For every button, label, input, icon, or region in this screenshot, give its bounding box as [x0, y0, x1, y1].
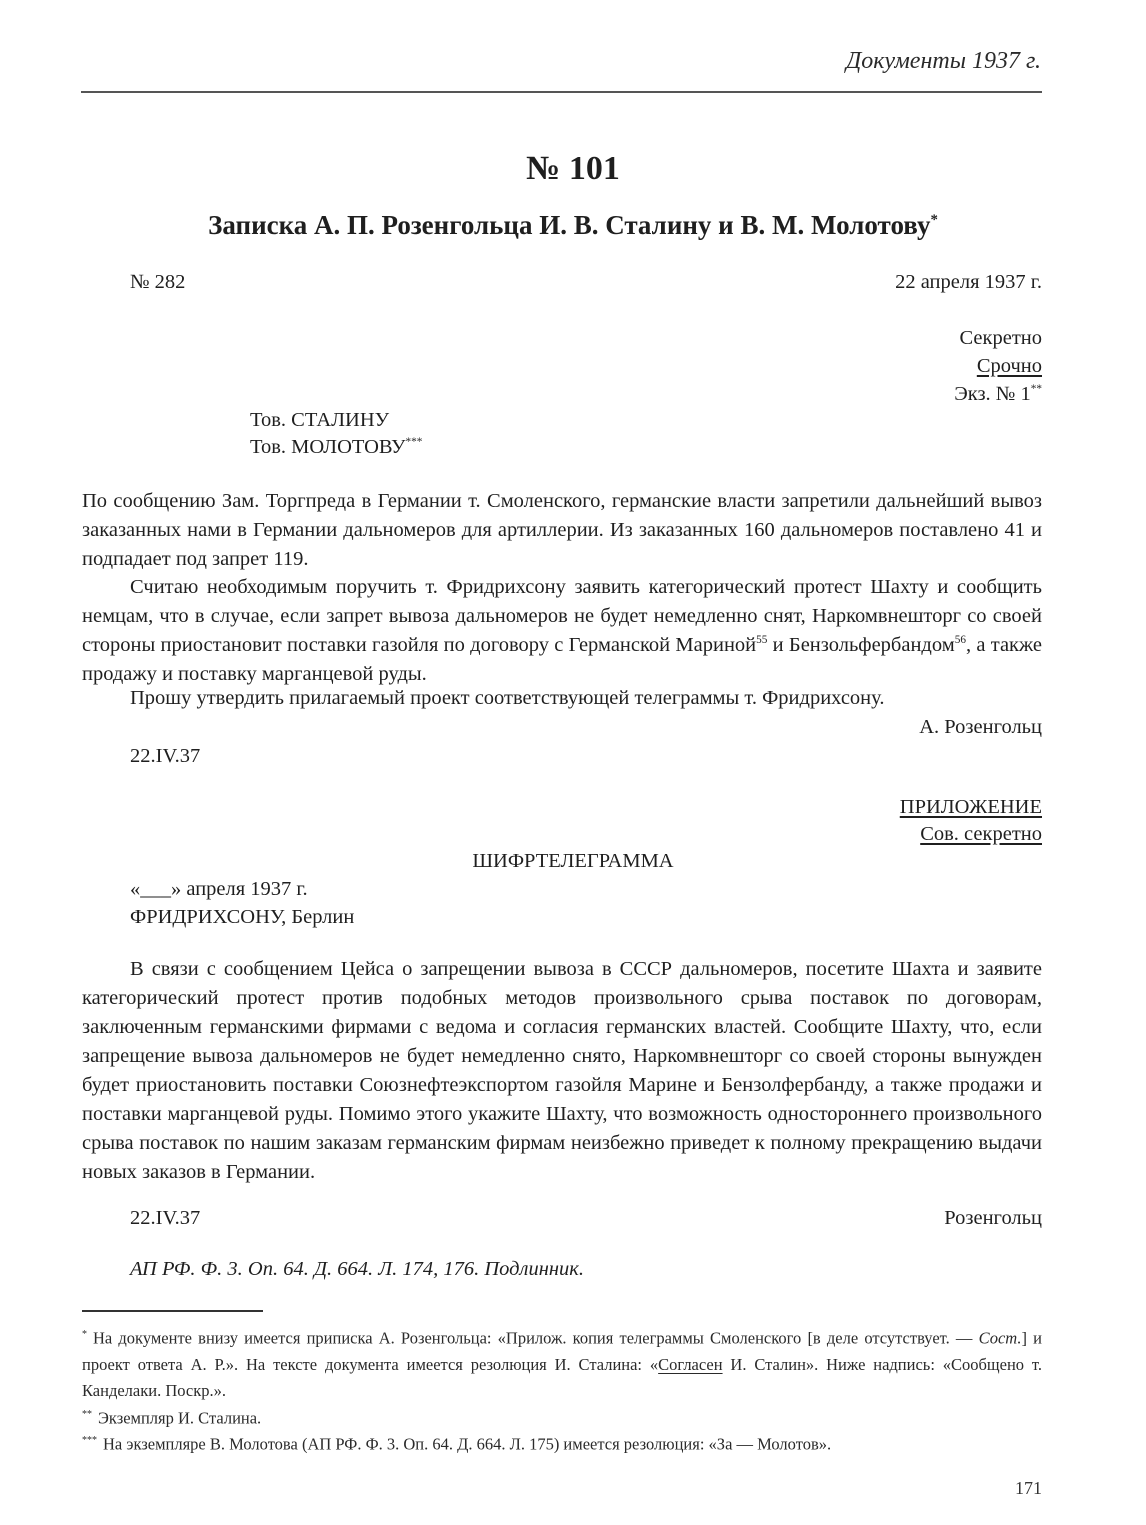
addressee-molotov [250, 436, 422, 459]
telegram-body [82, 955, 1042, 1187]
body-paragraph-3: Прошу утвердить прилагаемый проект соответствующей телеграммы т. Фридрихсону. [130, 687, 885, 709]
copy-number [954, 383, 1042, 406]
document-number: № 101 [526, 150, 620, 187]
footnote-1 [82, 1322, 1042, 1404]
footnote-3 [82, 1428, 1042, 1458]
footnote-text: ] и проект ответа А. Р.». На тексте документа имеется резолюция И. Сталина: « [82, 1328, 1042, 1374]
addressee-stalin: Тов. СТАЛИНУ [250, 409, 390, 431]
sign-date: 22.IV.37 [130, 745, 201, 767]
footnote-ref-56: 56 [954, 634, 966, 647]
footnote-text: На документе внизу имеется приписка А. Розенгольца: «Прилож. копия телеграммы Смоленского [в деле отсутствует. — [93, 1328, 979, 1348]
document-date: 22 апреля 1937 г. [895, 271, 1042, 293]
footnote-text: И. Сталин». Ниже надпись: «Сообщено т. Канделаки. Поскр.». [82, 1354, 1042, 1400]
appendix-classification: Сов. секретно [920, 823, 1042, 845]
outgoing-number: № 282 [130, 271, 186, 293]
footnote-ref: ** [1030, 383, 1042, 396]
telegram-sign-date: 22.IV.37 [130, 1207, 201, 1229]
paragraph-text-part: Считаю необходимым поручить т. Фридрихсону заявить категорический протест Шахту и сообщить немцам, что в случае, если запрет вывоза дальномеров не будет немедленно снят, Наркомвнешторг со своей стороны приостановит поставки газойля по договору с Германской Мариной [82, 576, 1042, 656]
footnote-ref-55: 55 [756, 634, 768, 647]
paragraph-text [82, 573, 1042, 689]
footnote-text: Экземпляр И. Сталина. [98, 1408, 262, 1428]
signature: А. Розенгольц [919, 716, 1042, 738]
footnote-text-italic: Сост. [978, 1328, 1022, 1348]
body-paragraph-1 [82, 487, 1042, 574]
appendix-heading: ШИФРТЕЛЕГРАММА [472, 850, 674, 872]
footnote-text: На экземпляре В. Молотова (АП РФ. Ф. 3. Оп. 64. Д. 664. Л. 175) имеется резолюция: «За — Молотов». [103, 1434, 832, 1454]
telegram-recipient: ФРИДРИХСОНУ, Берлин [130, 906, 355, 928]
classification-stamp: Секретно [959, 327, 1042, 349]
document-title [0, 210, 1146, 241]
paragraph-text-part: , а также продажу и поставку марганцевой руды. [82, 634, 1042, 685]
document-title-text: Записка А. П. Розенгольца И. В. Сталину и В. М. Молотову [208, 210, 931, 240]
telegram-signature: Розенгольц [944, 1207, 1042, 1229]
telegram-date: «___» апреля 1937 г. [130, 878, 308, 900]
page-number: 171 [1015, 1478, 1042, 1498]
footnote-mark: ** [82, 1409, 92, 1420]
footnote-rule [82, 1310, 263, 1312]
footnote-mark: * [82, 1329, 87, 1340]
footnote-mark: *** [82, 1435, 97, 1446]
header-rule [81, 91, 1042, 93]
footnote-ref: * [930, 212, 938, 228]
footnote-text-underlined: Согласен [658, 1354, 723, 1374]
paragraph-text: По сообщению Зам. Торгпреда в Германии т. Смоленского, германские власти запретили дальнейший вывоз заказанных нами в Германии дальномеров для артиллерии. Из заказанных 160 дальномеров поставлено 41 и подпадает под запрет 119. [82, 490, 1042, 570]
addressee-molotov-text: Тов. МОЛОТОВУ [250, 436, 406, 458]
urgency-stamp: Срочно [976, 355, 1042, 377]
paragraph-text-part: и Бензольфербандом [767, 634, 955, 656]
footnote-ref: *** [405, 436, 423, 449]
body-paragraph-2 [82, 573, 1042, 689]
appendix-label: ПРИЛОЖЕНИЕ [899, 796, 1042, 818]
archive-reference: АП РФ. Ф. 3. Оп. 64. Д. 664. Л. 174, 176. Подлинник. [130, 1258, 585, 1280]
running-head: Документы 1937 г. [845, 48, 1041, 74]
copy-number-text: Экз. № 1 [954, 383, 1031, 405]
paragraph-text: В связи с сообщением Цейса о запрещении вывоза в СССР дальномеров, посетите Шахта и заявите категорический протест против подобных методов произвольного срыва поставок по договорам, заключенным германскими фирмами с ведома и согласия германских властей. Сообщите Шахту, что, если запрещение вывоза дальномеров не будет немедленно снято, Наркомвнешторг со своей стороны вынужден будет приостановить поставки Союзнефтеэкспортом газойля Марине и Бензолфербанду, а также продажи и поставки марганцевой руды. Помимо этого укажите Шахту, что возможность одностороннего произвольного срыва поставок по нашим заказам германским фирмам неизбежно приведет к полному прекращению выдачи новых заказов в Германии. [82, 958, 1042, 1183]
